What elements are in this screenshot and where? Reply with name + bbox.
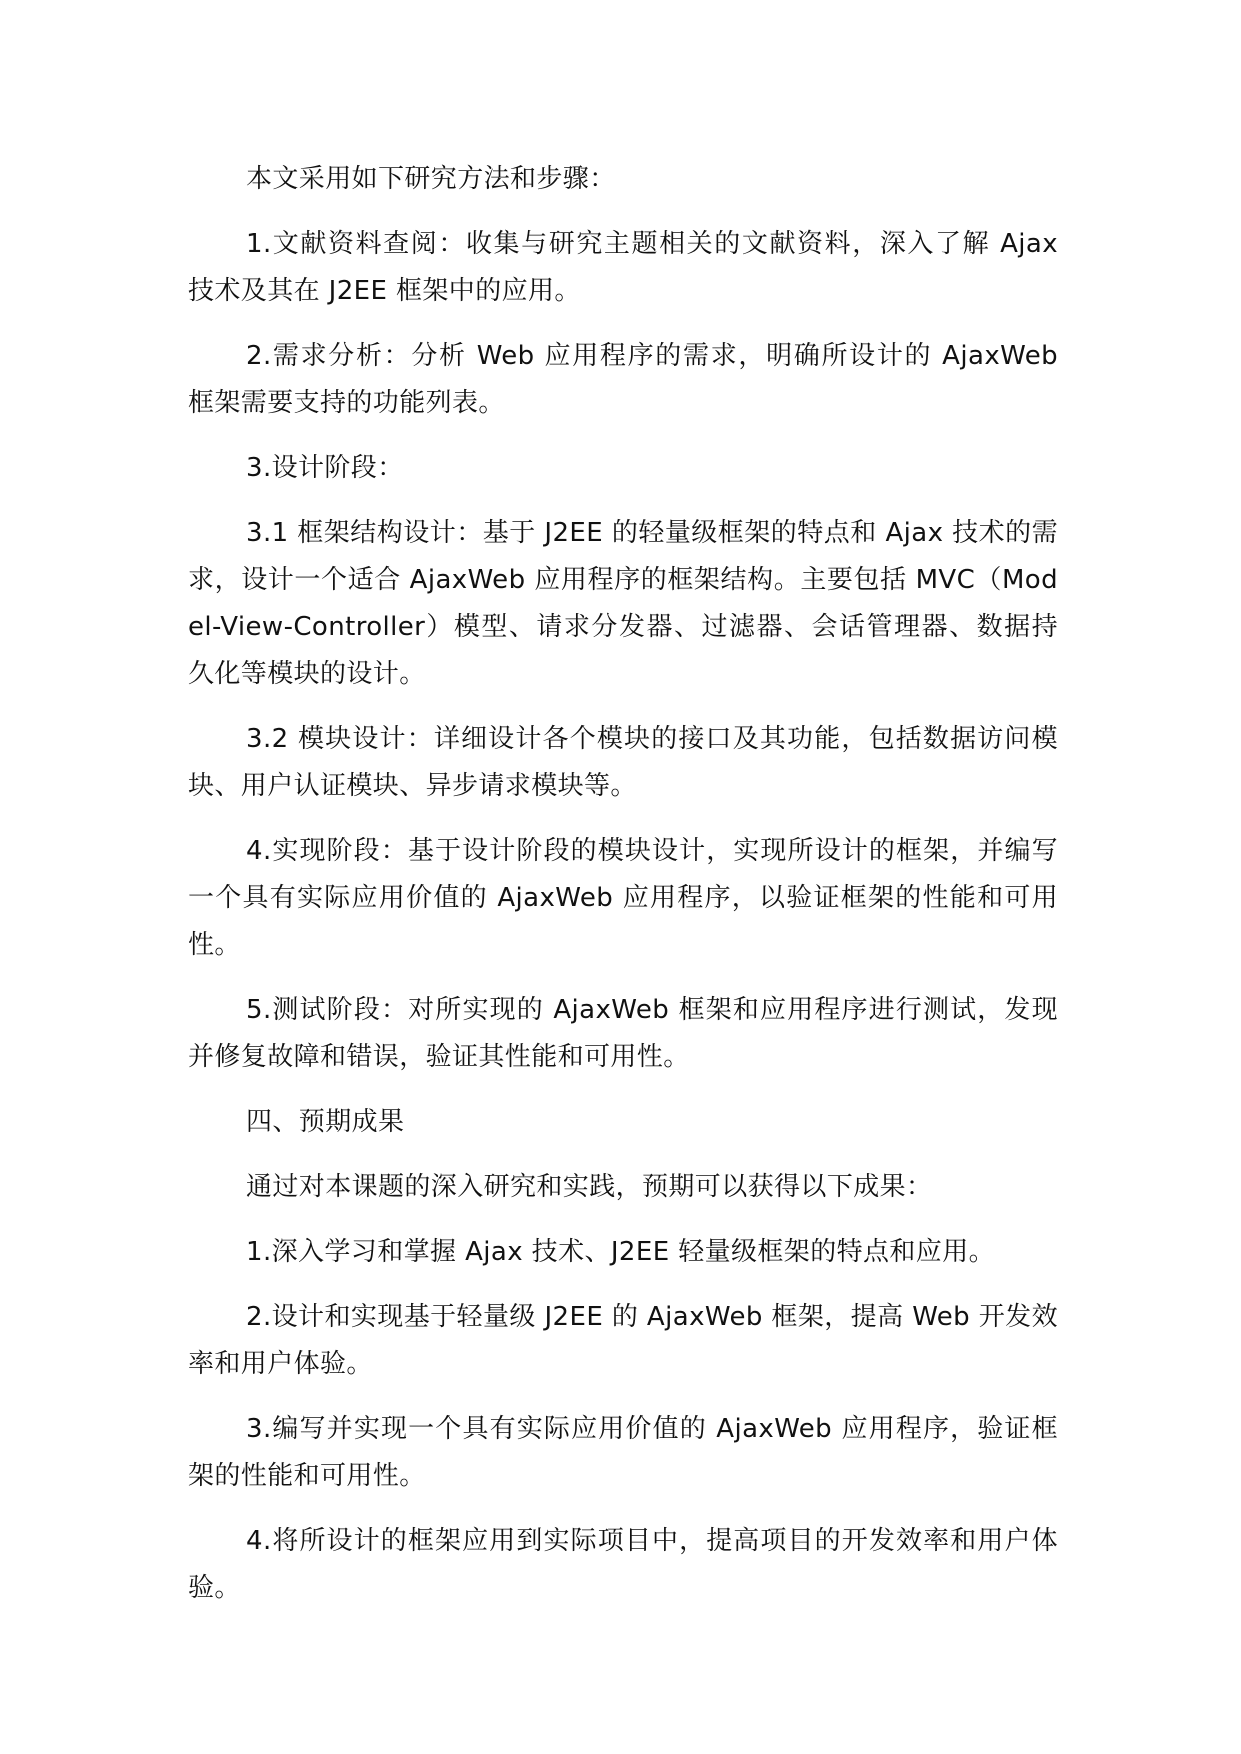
section-heading-expected-results: 四、预期成果 [246, 1107, 405, 1137]
paragraph-result-3: 3.编写并实现一个具有实际应用价值的 AjaxWeb 应用程序，验证框架的性能和可用性。 [188, 1414, 1058, 1491]
paragraph-framework-structure-design: 3.1 框架结构设计：基于 J2EE 的轻量级框架的特点和 Ajax 技术的需求，设计一个适合 AjaxWeb 应用程序的框架结构。主要包括 MVC（Model-View-Controller）模型、请求分发器、过滤器、会话管理器、数据持久化等模块的设计。 [188, 518, 1058, 689]
paragraph-design-phase: 3.设计阶段： [246, 453, 404, 483]
paragraph-implementation-phase: 4.实现阶段：基于设计阶段的模块设计，实现所设计的框架，并编写一个具有实际应用价值的 AjaxWeb 应用程序，以验证框架的性能和可用性。 [188, 836, 1058, 960]
paragraph-module-design: 3.2 模块设计：详细设计各个模块的接口及其功能，包括数据访问模块、用户认证模块、异步请求模块等。 [188, 724, 1058, 801]
paragraph-requirements-analysis: 2.需求分析：分析 Web 应用程序的需求，明确所设计的 AjaxWeb 框架需要支持的功能列表。 [188, 341, 1058, 418]
paragraph-testing-phase: 5.测试阶段：对所实现的 AjaxWeb 框架和应用程序进行测试，发现并修复故障和错误，验证其性能和可用性。 [188, 995, 1058, 1072]
paragraph-result-2: 2.设计和实现基于轻量级 J2EE 的 AjaxWeb 框架，提高 Web 开发效率和用户体验。 [188, 1302, 1058, 1379]
paragraph-result-4: 4.将所设计的框架应用到实际项目中，提高项目的开发效率和用户体验。 [188, 1526, 1058, 1603]
paragraph-results-intro: 通过对本课题的深入研究和实践，预期可以获得以下成果： [246, 1172, 933, 1202]
paragraph-literature-review: 1.文献资料查阅：收集与研究主题相关的文献资料，深入了解 Ajax 技术及其在 J2EE 框架中的应用。 [188, 229, 1058, 306]
document-page [188, 156, 1058, 1630]
paragraph-methods-intro: 本文采用如下研究方法和步骤： [246, 164, 616, 194]
paragraph-result-1: 1.深入学习和掌握 Ajax 技术、J2EE 轻量级框架的特点和应用。 [246, 1237, 995, 1267]
